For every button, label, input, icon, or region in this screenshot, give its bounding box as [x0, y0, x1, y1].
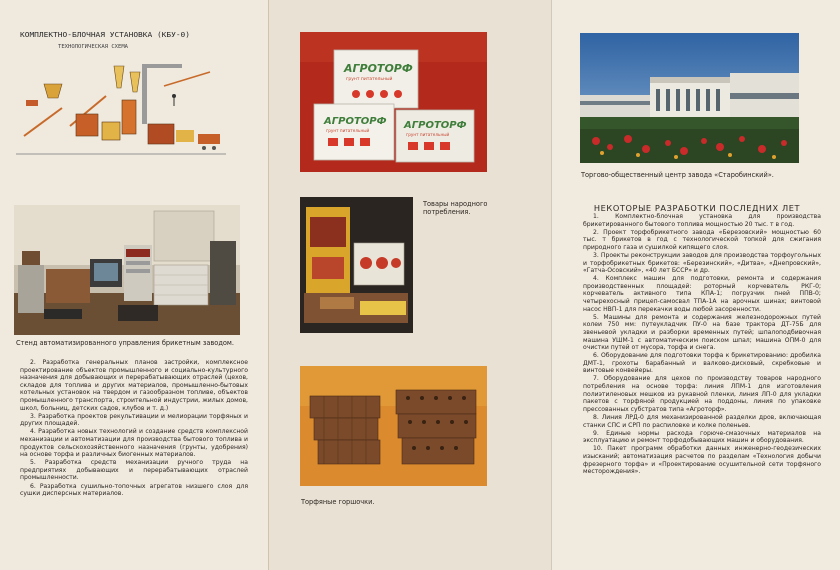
middle-panel	[268, 0, 551, 570]
left-text-block	[20, 359, 248, 498]
peat-pots-photo	[300, 366, 487, 486]
package-label: АГРОТОРФ	[324, 116, 387, 127]
section-heading: НЕКОТОРЫЕ РАЗРАБОТКИ ПОСЛЕДНИХ ЛЕТ	[593, 203, 801, 213]
right-paragraph: 1. Комплектно-блочная установка для производства брикетированного бытового топлива мощностью 20 тыс. т в год.	[583, 213, 821, 228]
left-paragraph: 3. Разработка проектов рекультивации и мелиорации торфяных и других площадей.	[20, 412, 248, 428]
technological-diagram	[14, 26, 234, 166]
right-text-block	[583, 213, 821, 476]
package-sub: грунт питательный	[326, 128, 370, 133]
peat-pots-caption: Торфяные горшочки.	[301, 498, 375, 506]
package-label: АГРОТОРФ	[344, 62, 413, 75]
agrotorf-packages-photo	[300, 32, 487, 172]
right-paragraph: 5. Машины для ремонта и содержания железнодорожных путей колеи 750 мм: путеукладчик ПУ-0 на базе трактора ДТ-75Б для звеньевой укладки и разборки временных путей; шпалоподбивочная машина УШМ-1 с автоматическим поиском шпал; машина ОПМ-0 для очистки путей от мусора, торфа и снега.	[583, 313, 821, 352]
right-paragraph: 6. Оборудование для подготовки торфа к брикетированию: дробилка ДМТ-1, грохоты барабанный и валково-дисковый, скребковые и винтовые конвейеры.	[583, 352, 821, 375]
left-paragraph: 5. Разработка средств механизации ручного труда на предприятиях добывающих и перерабатывающих отраслей промышленности.	[20, 459, 248, 482]
left-paragraph: 6. Разработка сушильно-топочных агрегатов низшего слоя для сушки дисперсных материалов.	[20, 482, 248, 498]
package-label: АГРОТОРФ	[404, 120, 467, 131]
right-paragraph: 2. Проект торфобрикетного завода «Березовский» мощностью 60 тыс. т брикетов в год с технологической топкой для сжигания природного газа и сушилкой кипящего слоя.	[583, 228, 821, 251]
right-paragraph: 4. Комплекс машин для подготовки, ремонта и содержания производственных площадей: роторный корчеватель РКГ-0; корчеватель активного типа КПА-1; погрузчик пней ППВ-0; четырехосный прицеп-самосвал ТПА-1А на арочных шинах; винтовой насос НВП-1 для перекачки воды любой засоренности.	[583, 275, 821, 313]
trade-center-photo	[580, 33, 799, 163]
trade-center-caption: Торгово-общественный центр завода «Старобинский».	[581, 171, 774, 179]
right-paragraph: 10. Пакет программ обработки данных инженерно-геодезических изысканий; автоматизация расчетов по разделам «Технология добычи фрезерного торфа» и «Проектирование осушительной сети торфяного месторождения».	[583, 445, 821, 476]
left-paragraph: 4. Разработка новых технологий и создание средств комплексной механизации и автоматизации для производства бытового топлива и продуктов сельскохозяйственного назначения (грунты, удобрения) на основе торфа и различных биогенных материалов.	[20, 428, 248, 459]
left-paragraph: 2. Разработка генеральных планов застройки, комплексное проектирование объектов промышленного и социально-культурного назначения для добывающих и перерабатывающих отраслей (цехов, складов для топлива и других материалов, промышленно-бытовых котельных установок на твердом и газообразном топливе, объектов промышленного транспорта, строительной индустрии, жилых домов, школ, больниц, детских садов, клубов и т. д.)	[20, 359, 248, 412]
control-room-photo	[14, 205, 240, 335]
consumer-goods-photo	[300, 197, 413, 333]
consumer-goods-caption: Товары народного потребления.	[423, 200, 488, 216]
diagram-title: КОМПЛЕКТНО-БЛОЧНАЯ УСТАНОВКА (КБУ-0)	[20, 30, 190, 39]
diagram-subtitle: ТЕХНОЛОГИЧЕСКАЯ СХЕМА	[58, 44, 128, 50]
package-sub: грунт питательный	[406, 132, 450, 137]
package-sub: грунт питательный	[346, 77, 393, 82]
control-room-caption: Стенд автоматизированного управления брикетным заводом.	[16, 339, 234, 347]
right-paragraph: 3. Проекты реконструкции заводов для производства торфоугольных и торфобрикетных брикетов: «Березинский», «Дитва», «Днепровский», «Гатча-Осовский», «40 лет БССР» и др.	[583, 251, 821, 275]
left-panel	[0, 0, 268, 570]
right-paragraph: 8. Линия ЛРД-0 для механизированной разделки дров, включающая станки СПС и СРП по распиловке и колке поленьев.	[583, 413, 821, 429]
right-panel	[551, 0, 840, 570]
right-paragraph: 9. Единые нормы расхода горюче-смазочных материалов на эксплуатацию и ремонт торфодобывающих машин и оборудования.	[583, 429, 821, 445]
right-paragraph: 7. Оборудование для цехов по производству товаров народного потребления на основе торфа: линия ЛПМ-1 для изготовления полиэтиленовых мешков из рукавной пленки, линия ЛП-0 для укладки пакетов с торфяной продукцией на поддоны, линия по упаковке прессованных субстратов типа «Агроторф».	[583, 375, 821, 413]
